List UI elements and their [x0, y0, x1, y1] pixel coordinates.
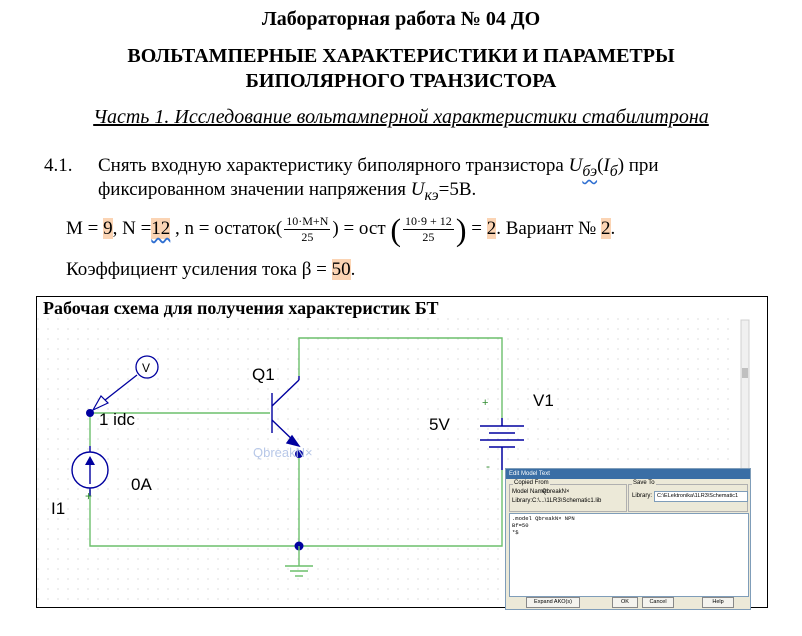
node-idc-label: 1 idc: [99, 410, 135, 429]
n-result: 2: [486, 217, 497, 239]
v1-value-label: 5V: [429, 415, 450, 434]
ok-button[interactable]: OK: [612, 597, 638, 608]
task-number: 4.1.: [44, 155, 73, 176]
q1-label: Q1: [252, 365, 275, 384]
expand-ako-button[interactable]: Expand AKO(s): [526, 597, 580, 608]
params-line: M = 9, N =12 , n = остаток( $\frac{10\cdot M+N}{25}$ ) = ост ( $\frac{10\cdot 9 + 12}{25}$ ) = 2. Вариант № 2.: [66, 211, 616, 248]
task-line-2-prefix: фиксированном значении напряжения: [98, 179, 411, 200]
fraction-1-denominator: 25: [301, 230, 314, 244]
n-value: 12: [151, 217, 171, 239]
model-text-line-3: *$: [512, 529, 519, 536]
fraction-2-numerator: 10·9 + 12: [405, 214, 452, 228]
ib-subscript: б: [609, 162, 618, 180]
minus-sign-battery: -: [486, 459, 490, 473]
dialog-title-bar[interactable]: Edit Model Text: [506, 469, 750, 479]
task-line-1: Снять входную характеристику биполярного транзистора $U_{бэ}(I_б)$ при: [98, 155, 659, 180]
heading-line-2: БИПОЛЯРНОГО ТРАНЗИСТОРА: [245, 70, 557, 92]
variant-value: 2: [601, 217, 611, 239]
gain-label: Коэффициент усиления тока β =: [66, 259, 332, 280]
cancel-button[interactable]: Cancel: [642, 597, 674, 608]
gain-end: .: [350, 259, 356, 280]
library-value: C:\...\1LR3\Schematic1.lib: [532, 498, 602, 504]
model-text-line-2: Bf=50: [512, 522, 529, 529]
save-library-label: Library:: [632, 493, 653, 499]
ost-label: ) = ост: [332, 217, 391, 239]
m-value: 9: [103, 217, 113, 239]
v1-label: V1: [533, 391, 554, 410]
heading-line-1: ВОЛЬТАМПЕРНЫЕ ХАРАКТЕРИСТИКИ И ПАРАМЕТРЫ: [127, 45, 675, 67]
task-line-1-prefix: Снять входную характеристику биполярного транзистора: [98, 155, 569, 176]
gain-line: [66, 258, 355, 282]
task-line-2-suffix: =5В.: [438, 179, 477, 200]
model-text-line-1: .model QbreakN× NPN: [512, 515, 575, 522]
copied-from-label: Copied From: [514, 480, 549, 486]
fraction-1: [284, 214, 330, 245]
n-expression: , n = остаток(: [170, 217, 283, 239]
save-to-label: Save To: [633, 480, 655, 486]
equals-sign: =: [466, 217, 487, 239]
fraction-1-numerator: 10·M+N: [286, 214, 329, 228]
edit-model-dialog[interactable]: [505, 468, 751, 610]
model-name-value: QbreakN×: [542, 489, 570, 495]
schematic-scroll-thumb[interactable]: [742, 368, 748, 378]
source-name-label: I1: [51, 499, 66, 518]
fraction-2: [403, 214, 454, 245]
help-button[interactable]: Help: [702, 597, 734, 608]
variant-label: . Вариант №: [496, 217, 601, 239]
schematic-title: Рабочая схема для получения характеристик БТ: [43, 298, 439, 318]
model-watermark: QbreakN×: [253, 445, 313, 460]
uke-subscript: кэ: [424, 186, 439, 204]
source-value-label: 0A: [131, 475, 152, 494]
m-label: M =: [66, 217, 104, 239]
plus-sign-source: +: [85, 489, 93, 503]
part-title: Часть 1. Исследование вольтамперной характеристики стабилитрона: [93, 106, 709, 128]
ube-subscript: бэ: [582, 162, 598, 180]
n-label: , N =: [112, 217, 152, 239]
library-label: Library:: [512, 498, 533, 504]
model-name-label: Model Name:: [512, 489, 548, 495]
model-text-area[interactable]: [509, 513, 749, 597]
document-title: Лабораторная работа № 04 ДО: [261, 8, 541, 30]
save-library-field[interactable]: C:\ELektronika\1LR3\Schematic1: [654, 491, 748, 502]
task-line-1-suffix: ) при: [617, 155, 659, 176]
probe-label: V: [142, 361, 151, 375]
task-line-2: фиксированном значении напряжения $U_{кэ}=5В$.: [98, 179, 477, 204]
gain-value: 50: [331, 259, 351, 280]
fraction-2-denominator: 25: [422, 230, 435, 244]
plus-sign-battery: +: [482, 397, 489, 409]
